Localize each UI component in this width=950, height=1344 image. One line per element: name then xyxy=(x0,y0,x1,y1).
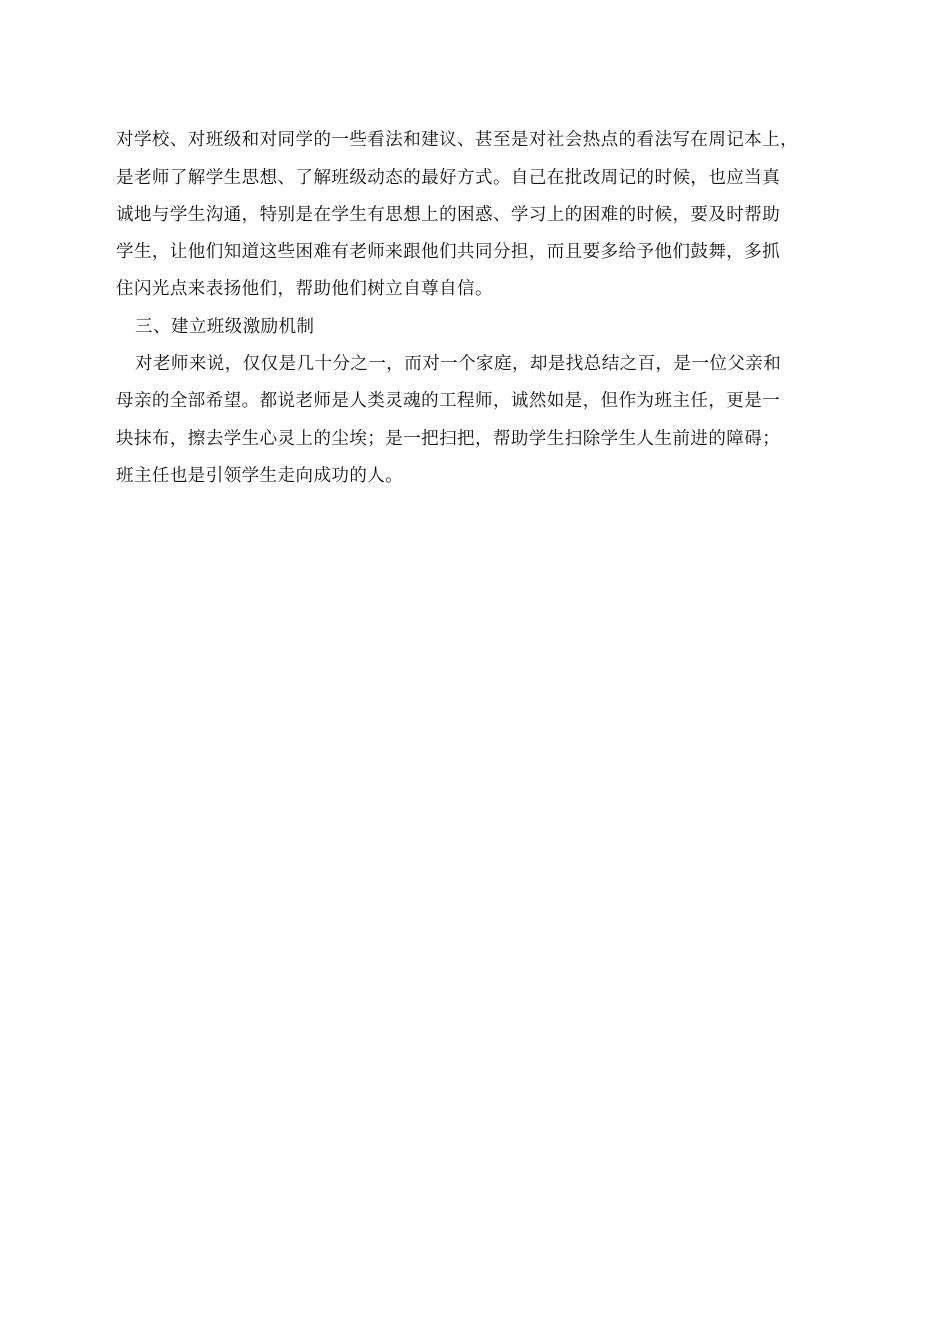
paragraph-line: 学生，让他们知道这些困难有老师来跟他们共同分担，而且要多给予他们鼓舞，多抓 xyxy=(116,242,781,262)
paragraph-line: 母亲的全部希望。都说老师是人类灵魂的工程师，诚然如是，但作为班主任，更是一 xyxy=(116,391,781,411)
section-heading: 三、建立班级激励机制 xyxy=(135,317,315,337)
paragraph-line: 对学校、对班级和对同学的一些看法和建议、甚至是对社会热点的看法写在周记本上， xyxy=(116,130,799,150)
paragraph-line: 块抹布，擦去学生心灵上的尘埃；是一把扫把，帮助学生扫除学生人生前进的障碍； xyxy=(116,429,781,449)
paragraph-line: 住闪光点来表扬他们，帮助他们树立自尊自信。 xyxy=(116,279,493,299)
paragraph-line: 班主任也是引领学生走向成功的人。 xyxy=(116,466,404,486)
paragraph-line: 诚地与学生沟通，特别是在学生有思想上的困惑、学习上的困难的时候，要及时帮助 xyxy=(116,205,781,225)
paragraph-line: 对老师来说，仅仅是几十分之一，而对一个家庭，却是找总结之百，是一位父亲和 xyxy=(135,354,782,374)
paragraph-line: 是老师了解学生思想、了解班级动态的最好方式。自己在批改周记的时候，也应当真 xyxy=(116,168,781,188)
